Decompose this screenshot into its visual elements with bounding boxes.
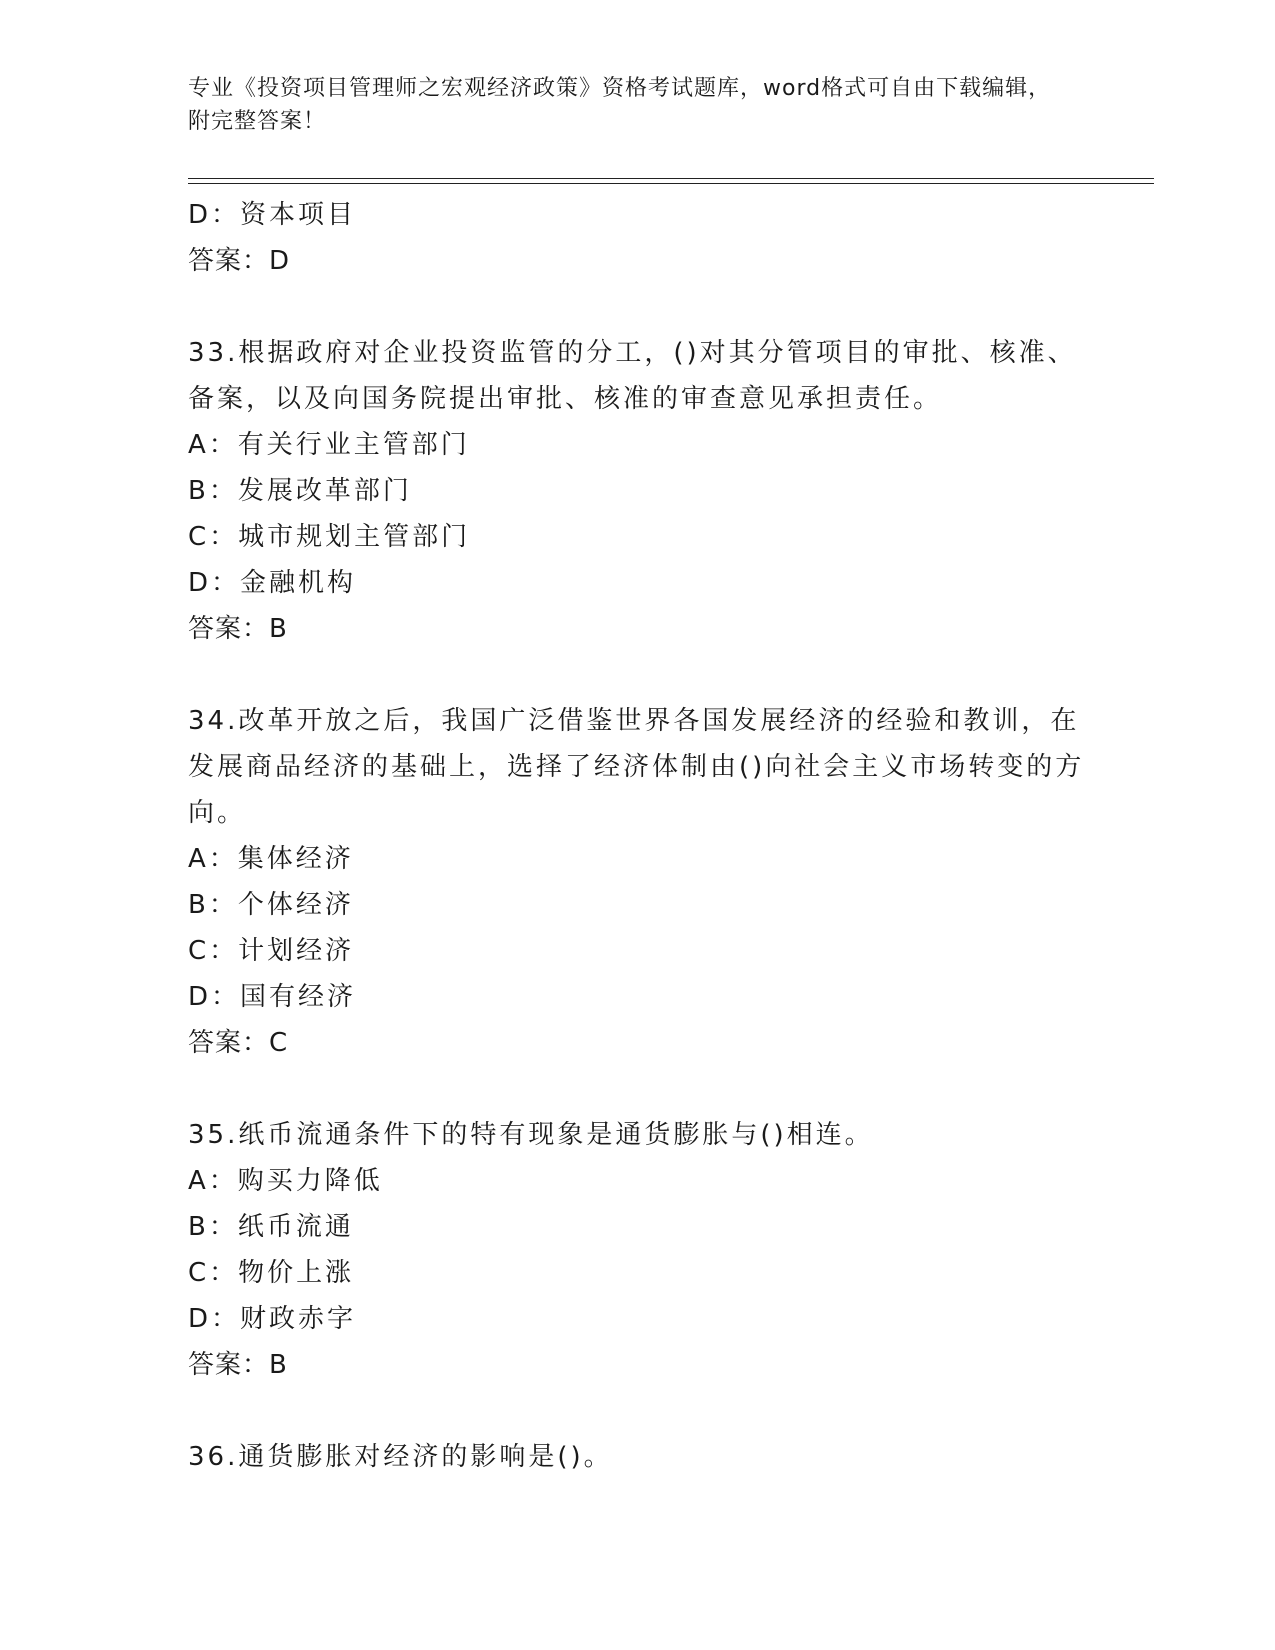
page-header: 专业《投资项目管理师之宏观经济政策》资格考试题库，word格式可自由下载编辑，附完整答案！ [188, 76, 1052, 134]
question-stem: 34.改革开放之后，我国广泛借鉴世界各国发展经济的经验和教训，在发展商品经济的基础上，选择了经济体制由()向社会主义市场转变的方向。 [188, 706, 1085, 828]
answer-line: 答案：C [188, 1028, 289, 1058]
answer-line: 答案：B [188, 1350, 288, 1380]
option-c: C：计划经济 [188, 936, 355, 966]
header-divider-top [188, 178, 1154, 179]
question-35 [188, 1112, 1088, 1388]
option-b: B：个体经济 [188, 890, 354, 920]
option-a: A：购买力降低 [188, 1166, 383, 1196]
answer-line: 答案：D [188, 246, 291, 276]
header-divider-bottom [188, 183, 1154, 184]
option-c: C：物价上涨 [188, 1258, 355, 1288]
question-36 [188, 1434, 1088, 1480]
question-stem: 36.通货膨胀对经济的影响是()。 [188, 1442, 613, 1472]
question-content [188, 192, 1088, 1480]
option-c: C：城市规划主管部门 [188, 522, 471, 552]
question-33 [188, 330, 1088, 652]
option-d: D：国有经济 [188, 982, 357, 1012]
question-34 [188, 698, 1088, 1066]
option-b: B：纸币流通 [188, 1212, 354, 1242]
option-a: A：有关行业主管部门 [188, 430, 470, 460]
option-b: B：发展改革部门 [188, 476, 412, 506]
option-a: A：集体经济 [188, 844, 354, 874]
option-d: D：财政赤字 [188, 1304, 357, 1334]
question-stem: 33.根据政府对企业投资监管的分工，()对其分管项目的审批、核准、备案，以及向国务院提出审批、核准的审查意见承担责任。 [188, 338, 1077, 414]
question-stem: 35.纸币流通条件下的特有现象是通货膨胀与()相连。 [188, 1120, 874, 1150]
option-d: D：资本项目 [188, 200, 357, 230]
option-d: D：金融机构 [188, 568, 357, 598]
answer-line: 答案：B [188, 614, 288, 644]
